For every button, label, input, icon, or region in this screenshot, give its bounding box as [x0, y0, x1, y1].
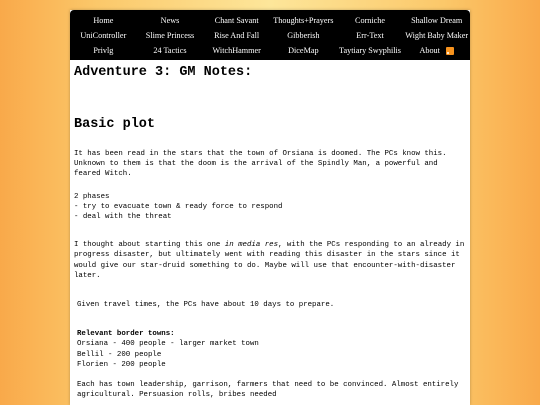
- phases-title: 2 phases: [74, 192, 110, 201]
- paragraph-town-leadership: Each has town leadership, garrison, farmers that need to be convinced. Almost entirely agricultural. Persuasion rolls, bribes needed: [77, 381, 459, 400]
- nav-link-privlg[interactable]: Privlg: [93, 46, 114, 55]
- paragraph-text: , with the PCs responding to an already in progress disaster, but ultimately went with reading this disaster in the stars since it would give our star-druid something to do. Maybe will use that encounter-with-disaster later.: [74, 241, 465, 280]
- rss-icon[interactable]: [446, 47, 454, 55]
- town-item: Orsiana - 400 people - larger market town: [77, 340, 259, 349]
- nav-link-corniche[interactable]: Corniche: [355, 16, 386, 25]
- nav-link-taytiary-swyphilis[interactable]: Taytiary Swyphilis: [339, 46, 401, 55]
- paragraph-travel: Given travel times, the PCs have about 10 days to prepare.: [77, 301, 335, 310]
- top-navigation: [70, 10, 470, 60]
- page-container: [70, 10, 470, 405]
- nav-link-home[interactable]: Home: [93, 16, 114, 25]
- nav-link-rise-and-fall[interactable]: Rise And Fall: [214, 31, 260, 40]
- section-heading: Basic plot: [74, 117, 156, 132]
- nav-about-group: [403, 43, 470, 58]
- nav-row-2: [70, 28, 470, 43]
- border-towns-title-text: Relevant border towns:: [77, 330, 175, 339]
- town-item: Florien - 200 people: [77, 360, 166, 369]
- nav-row-1: [70, 13, 470, 28]
- nav-link-chant-savant[interactable]: Chant Savant: [214, 16, 259, 25]
- nav-link-thoughts-prayers[interactable]: Thoughts+Prayers: [273, 16, 334, 25]
- nav-link-24-tactics[interactable]: 24 Tactics: [153, 46, 187, 55]
- paragraph-doom: It has been read in the stars that the town of Orsiana is doomed. The PCs know this. Unknown to them is that the doom is the arrival of the Spindly Man, a powerful and feared Witch.: [74, 150, 447, 179]
- nav-row-3: [70, 43, 470, 58]
- emphasis-text: in media res: [224, 241, 279, 250]
- town-item: Bellil - 200 people: [77, 350, 162, 359]
- nav-link-dicemap[interactable]: DiceMap: [288, 46, 319, 55]
- phase-item: - deal with the threat: [74, 213, 172, 222]
- nav-link-about[interactable]: About: [419, 46, 440, 55]
- nav-link-err-text[interactable]: Err-Text: [356, 31, 384, 40]
- nav-link-witchhammer[interactable]: WitchHammer: [212, 46, 261, 55]
- nav-link-shallow-dream[interactable]: Shallow Dream: [411, 16, 463, 25]
- paragraph-media-res: [74, 240, 466, 281]
- page-title: Adventure 3: GM Notes:: [74, 65, 253, 80]
- paragraph-text: I thought about starting this one: [74, 241, 225, 250]
- post-content: [70, 60, 470, 400]
- nav-link-wight-baby-maker[interactable]: Wight Baby Maker: [405, 31, 469, 40]
- nav-link-gibberish[interactable]: Gibberish: [287, 31, 320, 40]
- border-towns-title: [74, 329, 466, 339]
- phase-item: - try to evacuate town & ready force to respond: [74, 202, 283, 211]
- nav-link-news[interactable]: News: [160, 16, 180, 25]
- nav-link-slime-princess[interactable]: Slime Princess: [145, 31, 195, 40]
- nav-link-unicontroller[interactable]: UniController: [80, 31, 127, 40]
